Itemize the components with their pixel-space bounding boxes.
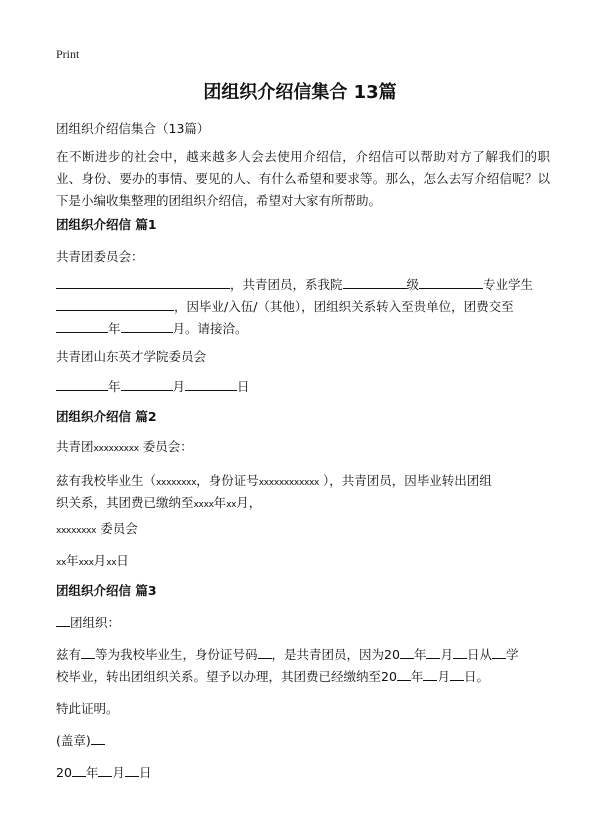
blank-date-y [72,762,86,777]
letter3-date-c: 月 [112,765,125,780]
letter1-line2 [56,296,550,318]
blank-year-b [397,666,411,681]
page-title: 团组织介绍信集合 13篇 [203,82,397,103]
letter2-body-a: 兹有我校毕业生（ [56,473,157,488]
letter1-line1-text-c: 专业学生 [483,277,534,292]
letter3-salutation-text: 团组织： [70,615,121,630]
blank-day-a [453,644,467,659]
blank-day-b [450,666,464,681]
letter2-body-c-start: ），共青团员，因毕业转出团组 [319,473,492,488]
letter2-date-a: 年 [66,553,79,568]
letter1-date [56,376,550,398]
letter2-signer-text: 委员会 [96,521,138,536]
letter3-body-line2 [56,666,550,688]
letter2-date [56,550,550,574]
letter1-date-year: 年 [108,379,121,394]
letter2-signer [56,518,550,542]
letter3-certify: 特此证明。 [56,701,119,716]
blank-date-month [121,376,173,391]
letter2-date-b: 月 [93,553,107,568]
letter2-body-line2 [56,492,550,516]
blank-date-day [185,376,237,391]
letter1-signature: 共青团山东英才学院委员会 [56,349,207,364]
letter1-line3-text-a: 年 [108,321,121,336]
letter3-body-1d: 年 [413,647,427,662]
letter3-seal-text: (盖章) [56,733,91,748]
letter1-salutation: 共青团委员会： [56,249,144,264]
letter1-date-day: 日 [237,379,250,394]
blank-grade [343,274,407,289]
letter1-date-month: 月 [172,379,186,394]
letter1-line3 [56,318,550,340]
letter3-date-b: 年 [85,765,99,780]
letter3-heading: 团组织介绍信 篇3 [56,583,157,598]
letter3-date-a: 20 [56,765,72,780]
letter2-body-c-end: 织关系，其团费已缴纳至 [56,495,194,510]
letter3-body-2b: 年 [410,669,424,684]
letter1-line1-text-b: 级 [406,277,420,292]
letter2-signer-placeholder: xxxxxxxx [56,526,97,536]
letter3-body-1f: 日从 [466,647,492,662]
letter1-line3-text-b: 月。请接洽。 [172,321,248,336]
letter2-salutation-placeholder: xxxxxxxxx [93,444,139,454]
blank-year [56,318,108,333]
blank-month-a [426,644,440,659]
blank-name [56,274,230,289]
letter2-salutation-b: 委员会： [138,439,193,454]
letter2-body-b: ，身份证号 [196,473,259,488]
subtitle: 团组织介绍信集合（13篇） [56,121,210,136]
letter3-body-1g: 学 [505,647,519,662]
letter3-body-1a: 兹有 [56,647,82,662]
blank-year-a [400,644,414,659]
blank-school [492,644,506,659]
letter2-body-d: 年 [213,495,227,510]
blank-seal [91,730,105,745]
letter2-date-c: 日 [116,553,129,568]
letter1-line1-text-a: ，共青团员，系我院 [230,277,343,292]
letter2-body-x2: xxxxxxxxxxxx [258,478,320,488]
blank-idnumber [258,644,272,659]
letter1-line2-text: ，因毕业/入伍/（其他），团组织关系转入至贵单位，团费交至 [174,299,514,314]
letter2-date-x2: xxx [78,558,94,568]
letter2-body-x4: xx [226,500,237,510]
blank-name-2 [56,296,174,311]
letter3-date-d: 日 [138,765,152,780]
letter3-date [56,762,550,784]
letter3-body-1b: 等为我校毕业生，身份证号码 [95,647,258,662]
intro-paragraph: 在不断进步的社会中，越来越多人会去使用介绍信，介绍信可以帮助对方了解我们的职业、身份、要办的事情、要见的人、有什么希望和要求等。那么，怎么去写介绍信呢？以下是小编收集整理的团组织介绍信，希望对大家有所帮助。 [56,149,550,208]
letter3-salutation [56,612,550,634]
blank-date-m [98,762,112,777]
letter3-body-2a: 校毕业，转出团组织关系。望予以办理，其团费已经缴纳至20 [56,669,397,684]
blank-org [56,612,70,627]
letter3-body-2c: 月 [437,669,450,684]
letter1-heading: 团组织介绍信 篇1 [56,217,157,232]
print-label[interactable]: Print [56,47,80,61]
blank-month-b [423,666,437,681]
blank-date-year [56,376,108,391]
letter2-body-e: 月， [236,495,262,510]
letter3-body-1e: 月 [440,647,453,662]
blank-month [121,318,173,333]
letter1-line1 [56,274,550,296]
letter3-body-line1 [56,644,550,666]
letter3-body-2d: 日。 [463,669,489,684]
letter3-body-1c: ，是共青团员，因为20 [271,647,400,662]
letter2-body-x1: xxxxxxxx [156,478,197,488]
letter2-salutation-a: 共青团 [56,439,94,454]
letter3-seal [56,730,550,752]
letter2-body-line1 [56,470,550,494]
letter2-date-x3: xx [106,558,117,568]
letter2-heading: 团组织介绍信 篇2 [56,409,157,424]
letter2-body-x3: xxxx [193,500,214,510]
letter2-salutation [56,436,550,460]
letter2-date-x1: xx [56,558,67,568]
blank-students [81,644,95,659]
blank-date-d [125,762,139,777]
blank-major [419,274,483,289]
